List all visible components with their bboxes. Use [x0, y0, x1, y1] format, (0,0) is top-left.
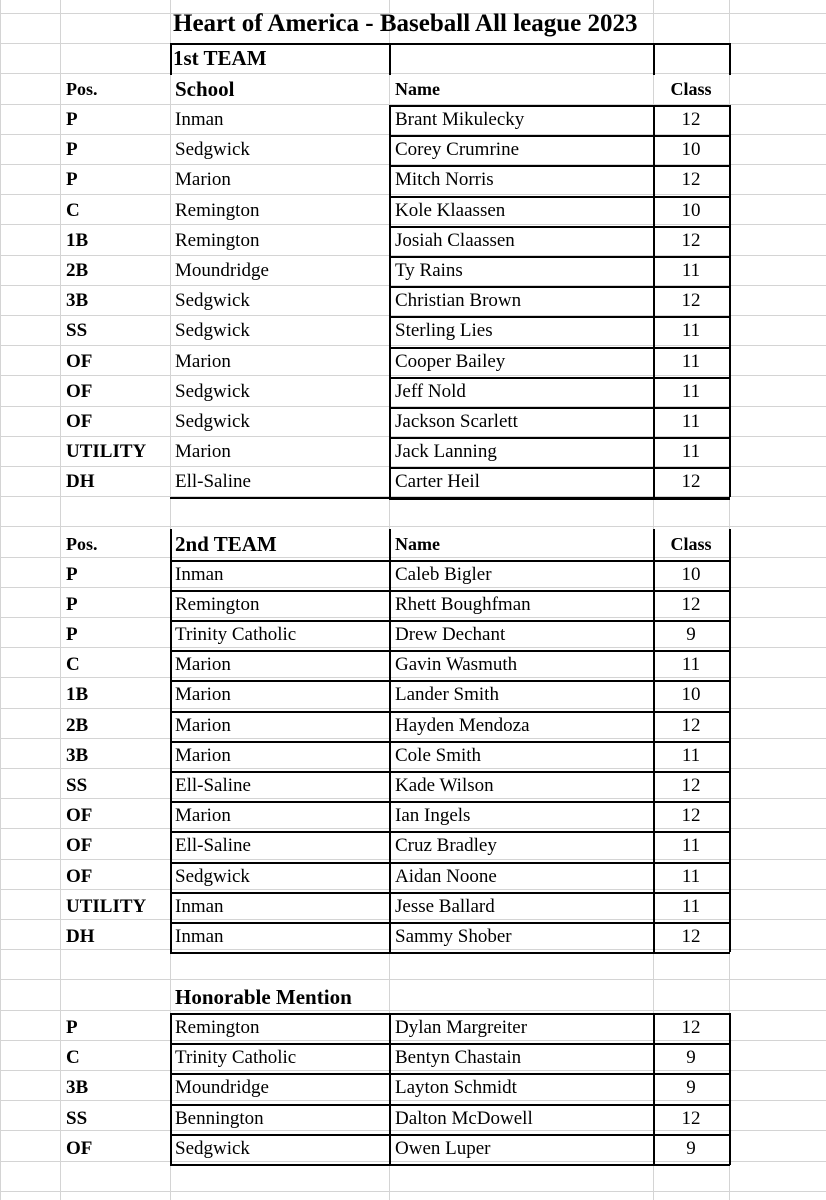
- second-team-pos-cell[interactable]: 1B: [66, 684, 89, 706]
- second-team-name-cell[interactable]: Drew Dechant: [395, 623, 506, 645]
- cell-border: [729, 1013, 731, 1165]
- honorable-mention-pos-cell[interactable]: C: [66, 1047, 80, 1069]
- honorable-mention-school-cell[interactable]: Bennington: [175, 1107, 264, 1129]
- second-team-pos-cell[interactable]: P: [66, 623, 78, 645]
- cell-border: [170, 1164, 730, 1166]
- second-team-name-cell[interactable]: Kade Wilson: [395, 774, 494, 796]
- first-team-class-cell[interactable]: 12: [681, 109, 701, 130]
- first-team-school-cell[interactable]: Sedgwick: [175, 290, 250, 312]
- second-team-name-cell[interactable]: Lander Smith: [395, 684, 499, 706]
- second-team-pos-header[interactable]: Pos.: [66, 534, 98, 554]
- cell-border: [170, 952, 730, 954]
- first-team-pos-cell[interactable]: C: [66, 199, 80, 221]
- first-team-school-cell[interactable]: Marion: [175, 441, 231, 463]
- first-team-class-cell[interactable]: 12: [681, 290, 701, 312]
- grid-row-line: [0, 526, 826, 527]
- second-team-class-cell[interactable]: 12: [681, 714, 701, 736]
- first-team-name-cell[interactable]: Ty Rains: [395, 260, 463, 281]
- honorable-mention-name-cell[interactable]: Bentyn Chastain: [395, 1047, 522, 1069]
- first-team-class-cell[interactable]: 12: [681, 471, 701, 493]
- honorable-mention-class-cell[interactable]: 9: [686, 1077, 696, 1099]
- first-team-name-cell[interactable]: Mitch Norris: [395, 169, 494, 191]
- first-team-pos-cell[interactable]: OF: [66, 380, 93, 402]
- first-team-school-cell[interactable]: Remington: [175, 199, 260, 221]
- first-team-name-cell[interactable]: Josiah Claassen: [395, 229, 515, 251]
- first-team-pos-cell[interactable]: P: [66, 169, 78, 191]
- second-team-school-cell[interactable]: Inman: [175, 925, 224, 947]
- second-team-school-cell[interactable]: Marion: [175, 714, 231, 736]
- first-team-name-cell[interactable]: Corey Crumrine: [395, 139, 520, 161]
- second-team-school-cell[interactable]: Remington: [175, 593, 260, 615]
- second-team-school-cell[interactable]: Sedgwick: [175, 865, 250, 887]
- honorable-mention-school-cell[interactable]: Trinity Catholic: [175, 1047, 297, 1069]
- second-team-class-cell[interactable]: 11: [681, 895, 701, 917]
- second-team-class-cell[interactable]: 11: [681, 744, 701, 766]
- second-team-school-cell[interactable]: Marion: [175, 744, 231, 766]
- first-team-pos-cell[interactable]: OF: [66, 411, 93, 432]
- honorable-mention-class-cell[interactable]: 9: [686, 1047, 696, 1069]
- honorable-mention-school-cell[interactable]: Moundridge: [175, 1077, 269, 1099]
- first-team-pos-cell[interactable]: 1B: [66, 229, 89, 251]
- second-team-school-cell[interactable]: Ell-Saline: [175, 835, 251, 857]
- second-team-name-header[interactable]: Name: [395, 534, 440, 554]
- first-team-school-cell[interactable]: Marion: [175, 169, 231, 191]
- second-team-pos-cell[interactable]: SS: [66, 774, 88, 796]
- second-team-class-cell[interactable]: 12: [681, 805, 701, 827]
- cell-border: [389, 43, 391, 75]
- first-team-pos-header[interactable]: Pos.: [66, 79, 98, 99]
- grid-column-line: [0, 0, 1, 1200]
- first-team-class-cell[interactable]: 11: [681, 380, 701, 402]
- honorable-mention-pos-cell[interactable]: 3B: [66, 1077, 89, 1099]
- first-team-school-cell[interactable]: Marion: [175, 350, 231, 372]
- first-team-class-cell[interactable]: 11: [681, 350, 701, 372]
- first-team-name-cell[interactable]: Brant Mikulecky: [395, 109, 525, 130]
- sheet-title[interactable]: Heart of America - Baseball All league 2023: [173, 10, 638, 37]
- second-team-school-cell[interactable]: Ell-Saline: [175, 774, 251, 796]
- honorable-mention-school-cell[interactable]: Remington: [175, 1017, 260, 1038]
- first-team-school-cell[interactable]: Sedgwick: [175, 411, 250, 432]
- first-team-school-cell[interactable]: Sedgwick: [175, 320, 250, 342]
- first-team-class-cell[interactable]: 11: [681, 411, 701, 432]
- second-team-name-cell[interactable]: Rhett Boughfman: [395, 593, 531, 615]
- second-team-school-cell[interactable]: Marion: [175, 805, 231, 827]
- first-team-class-cell[interactable]: 11: [681, 260, 701, 281]
- cell-border: [729, 43, 731, 75]
- second-team-school-cell[interactable]: Inman: [175, 563, 224, 585]
- second-team-name-cell[interactable]: Sammy Shober: [395, 925, 512, 947]
- second-team-name-cell[interactable]: Hayden Mendoza: [395, 714, 530, 736]
- first-team-name-cell[interactable]: Jackson Scarlett: [395, 411, 518, 432]
- first-team-pos-cell[interactable]: P: [66, 139, 78, 161]
- first-team-name-cell[interactable]: Christian Brown: [395, 290, 522, 312]
- second-team-pos-cell[interactable]: OF: [66, 835, 93, 857]
- first-team-pos-cell[interactable]: P: [66, 109, 78, 130]
- honorable-mention-class-cell[interactable]: 12: [681, 1017, 701, 1038]
- first-team-school-cell[interactable]: Remington: [175, 229, 260, 251]
- honorable-mention-name-cell[interactable]: Owen Luper: [395, 1137, 491, 1159]
- second-team-class-cell[interactable]: 12: [681, 774, 701, 796]
- first-team-class-cell[interactable]: 11: [681, 320, 701, 342]
- second-team-pos-cell[interactable]: P: [66, 593, 78, 615]
- first-team-school-header[interactable]: School: [175, 77, 235, 101]
- honorable-mention-pos-cell[interactable]: SS: [66, 1107, 88, 1129]
- second-team-school-cell[interactable]: Marion: [175, 654, 231, 676]
- second-team-class-cell[interactable]: 11: [681, 865, 701, 887]
- second-team-pos-cell[interactable]: C: [66, 654, 80, 676]
- second-team-class-cell[interactable]: 11: [681, 835, 701, 857]
- second-team-pos-cell[interactable]: UTILITY: [66, 895, 147, 917]
- first-team-pos-cell[interactable]: SS: [66, 320, 88, 342]
- second-team-class-cell[interactable]: 12: [681, 593, 701, 615]
- first-team-name-cell[interactable]: Jack Lanning: [395, 441, 497, 463]
- first-team-school-cell[interactable]: Inman: [175, 109, 224, 130]
- grid-column-line: [60, 0, 61, 1200]
- first-team-pos-cell[interactable]: DH: [66, 471, 95, 493]
- second-team-label[interactable]: 2nd TEAM: [175, 532, 277, 556]
- second-team-pos-cell[interactable]: DH: [66, 925, 95, 947]
- first-team-pos-cell[interactable]: 2B: [66, 260, 89, 281]
- second-team-pos-cell[interactable]: P: [66, 563, 78, 585]
- first-team-pos-cell[interactable]: OF: [66, 350, 93, 372]
- first-team-class-header[interactable]: Class: [670, 79, 712, 99]
- first-team-school-cell[interactable]: Sedgwick: [175, 380, 250, 402]
- second-team-name-cell[interactable]: Aidan Noone: [395, 865, 497, 887]
- second-team-pos-cell[interactable]: 3B: [66, 744, 89, 766]
- first-team-class-cell[interactable]: 10: [681, 139, 701, 161]
- second-team-pos-cell[interactable]: OF: [66, 805, 93, 827]
- honorable-mention-class-cell[interactable]: 9: [686, 1137, 696, 1159]
- second-team-name-cell[interactable]: Jesse Ballard: [395, 895, 495, 917]
- first-team-school-cell[interactable]: Sedgwick: [175, 139, 250, 161]
- second-team-name-cell[interactable]: Gavin Wasmuth: [395, 654, 518, 676]
- second-team-name-cell[interactable]: Caleb Bigler: [395, 563, 492, 585]
- cell-border: [389, 1013, 391, 1165]
- second-team-class-cell[interactable]: 12: [681, 925, 701, 947]
- honorable-mention-name-cell[interactable]: Layton Schmidt: [395, 1077, 517, 1099]
- honorable-mention-name-cell[interactable]: Dalton McDowell: [395, 1107, 533, 1129]
- first-team-school-cell[interactable]: Ell-Saline: [175, 471, 251, 493]
- second-team-school-cell[interactable]: Trinity Catholic: [175, 623, 297, 645]
- second-team-pos-cell[interactable]: 2B: [66, 714, 89, 736]
- honorable-mention-pos-cell[interactable]: P: [66, 1017, 78, 1038]
- first-team-school-cell[interactable]: Moundridge: [175, 260, 269, 281]
- second-team-class-cell[interactable]: 9: [686, 623, 696, 645]
- second-team-class-cell[interactable]: 10: [681, 563, 701, 585]
- grid-row-line: [0, 1010, 826, 1011]
- second-team-pos-cell[interactable]: OF: [66, 865, 93, 887]
- first-team-class-cell[interactable]: 12: [681, 229, 701, 251]
- honorable-mention-pos-cell[interactable]: OF: [66, 1137, 93, 1159]
- first-team-label[interactable]: 1st TEAM: [173, 46, 267, 70]
- second-team-name-cell[interactable]: Ian Ingels: [395, 805, 471, 827]
- first-team-pos-cell[interactable]: UTILITY: [66, 441, 147, 463]
- second-team-class-cell[interactable]: 10: [681, 684, 701, 706]
- first-team-class-cell[interactable]: 11: [681, 441, 701, 463]
- second-team-class-header[interactable]: Class: [670, 534, 712, 554]
- grid-row-line: [0, 1191, 826, 1192]
- grid-row-line: [0, 979, 826, 980]
- first-team-name-cell[interactable]: Carter Heil: [395, 471, 480, 493]
- honorable-mention-label[interactable]: Honorable Mention: [175, 985, 352, 1009]
- first-team-name-cell[interactable]: Sterling Lies: [395, 320, 493, 342]
- first-team-class-cell[interactable]: 10: [681, 199, 701, 221]
- first-team-class-cell[interactable]: 12: [681, 169, 701, 191]
- honorable-mention-name-cell[interactable]: Dylan Margreiter: [395, 1017, 528, 1038]
- second-team-name-cell[interactable]: Cruz Bradley: [395, 835, 497, 857]
- first-team-name-cell[interactable]: Jeff Nold: [395, 380, 466, 402]
- first-team-name-cell[interactable]: Cooper Bailey: [395, 350, 506, 372]
- second-team-name-cell[interactable]: Cole Smith: [395, 744, 482, 766]
- first-team-name-cell[interactable]: Kole Klaassen: [395, 199, 506, 221]
- second-team-school-cell[interactable]: Inman: [175, 895, 224, 917]
- cell-border: [653, 43, 655, 75]
- cell-border: [170, 1013, 172, 1165]
- first-team-name-header[interactable]: Name: [395, 79, 440, 99]
- first-team-pos-cell[interactable]: 3B: [66, 290, 89, 312]
- second-team-school-cell[interactable]: Marion: [175, 684, 231, 706]
- honorable-mention-school-cell[interactable]: Sedgwick: [175, 1137, 250, 1159]
- honorable-mention-class-cell[interactable]: 12: [681, 1107, 701, 1129]
- cell-border: [170, 43, 172, 75]
- second-team-class-cell[interactable]: 11: [681, 654, 701, 676]
